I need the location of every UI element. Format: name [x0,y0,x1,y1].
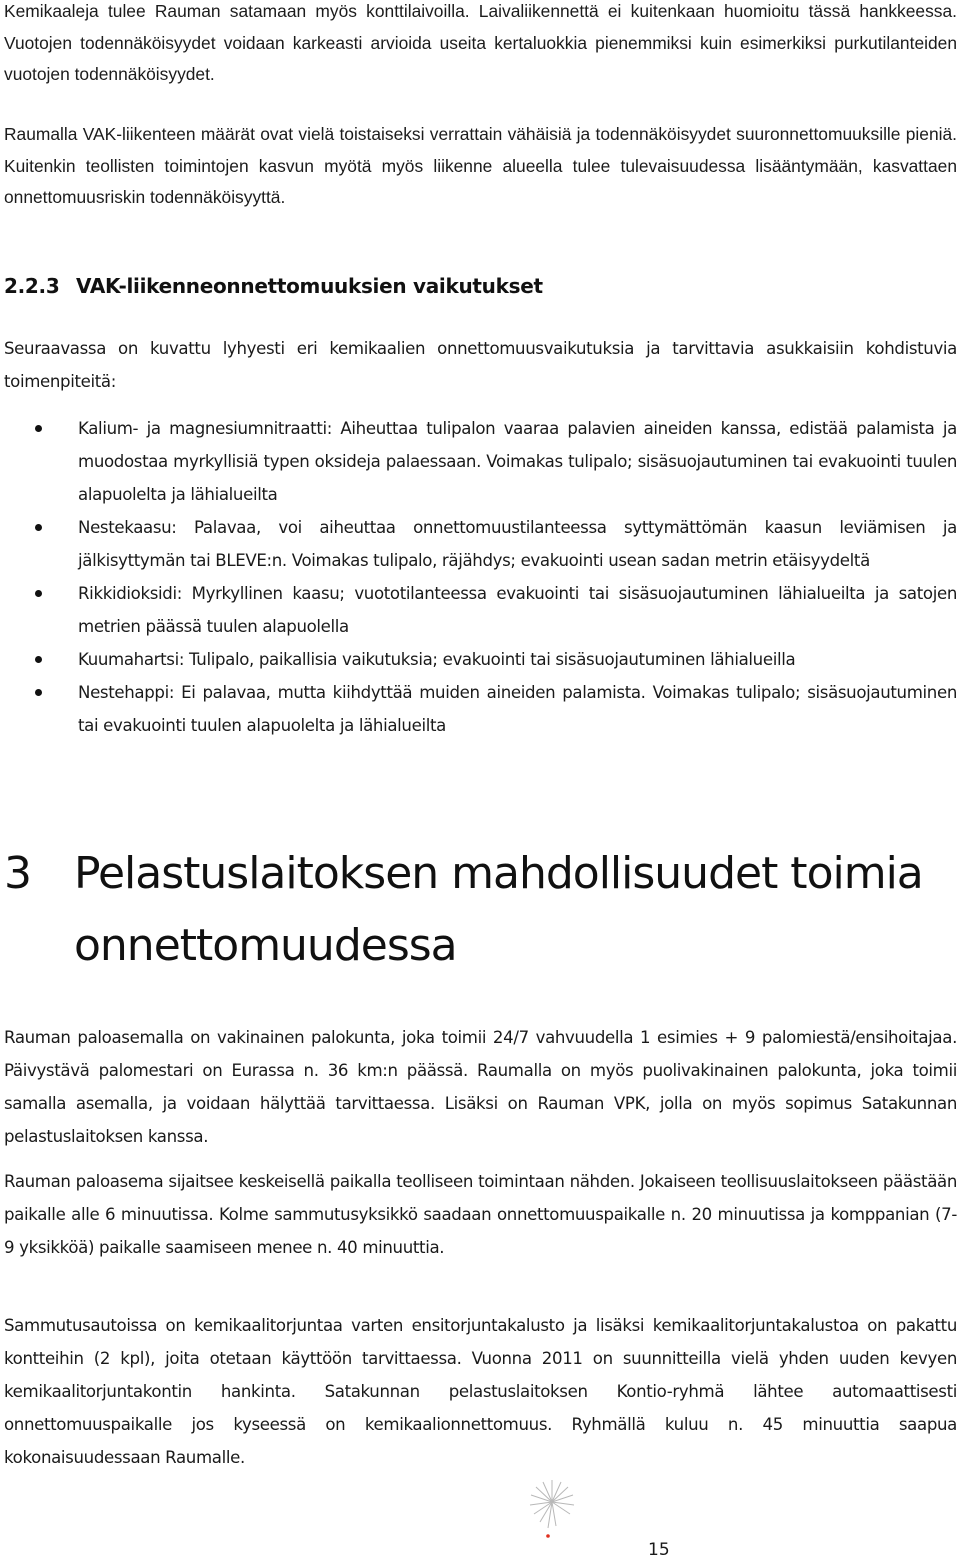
bullet-icon [35,689,42,696]
bullet-icon [35,656,42,663]
list-item [0,412,957,511]
list-item-text: Nestekaasu: Palavaa, voi aiheuttaa onnettomuustilanteessa syttymättömän kaasun leviämisen ja jälkisyttymän tai BLEVE:n. Voimakas tulipalo, räjähdys; evakuointi usean sadan metrin etäisyydeltä [78,518,957,570]
chapter-heading-3 [4,838,954,982]
paragraph-chemical-equipment: Sammutusautoissa on kemikaalitorjuntaa varten ensitorjuntakalusto ja lisäksi kemikaalitorjuntakalustoa on pakattu kontteihin (2 kpl), joita otetaan käyttöön tarvittaessa. Vuonna 2011 on suunnitteilla vielä yhden uuden kevyen kemikaalitorjuntakontin hankinta. Satakunnan pelastuslaitoksen Kontio-ryhmä lähtee automaattisesti onnettomuuspaikalle jos kyseessä on kemikaalionnettomuus. Ryhmällä kuluu n. 45 minuuttia saapua kokonaisuudessaan Raumalle. [4,1316,957,1467]
paragraph-vak-traffic: Raumalla VAK-liikenteen määrät ovat vielä toistaiseksi verrattain vähäisiä ja todennäköisyydet suuronnettomuuksille pieniä. Kuitenkin teollisten toimintojen kasvun myötä myös liikenne alueella tulee tulevaisuudessa lisääntymään, kasvattaen onnettomuusriskin todennäköisyyttä. [4,124,957,207]
section-heading-2-2-3 [4,268,543,304]
chapter-number: 3 [4,848,31,899]
bullet-icon [35,590,42,597]
section-title: VAK-liikenneonnettomuuksien vaikutukset [76,274,543,298]
section-number: 2.2.3 [4,274,60,298]
chemical-effects-list [0,412,960,742]
bullet-icon [35,524,42,531]
paragraph-chemicals-port: Kemikaaleja tulee Rauman satamaan myös konttilaivoilla. Laivaliikennettä ei kuitenkaan huomioitu tässä hankkeessa. Vuotojen todennäköisyydet voidaan karkeasti arvioida useita kertaluokkia pienemmiksi kuin esimerkiksi purkutilanteiden vuotojen todennäköisyydet. [4,1,957,84]
logo-accent-dot [546,1534,550,1538]
list-item [0,643,957,676]
list-item [0,511,957,577]
section-intro: Seuraavassa on kuvattu lyhyesti eri kemikaalien onnettomuusvaikutuksia ja tarvittavia asukkaisiin kohdistuvia toimenpiteitä: [4,339,957,391]
chapter-title: Pelastuslaitoksen mahdollisuudet toimia onnettomuudessa [74,848,923,971]
page-number: 15 [648,1540,670,1560]
list-item [0,676,957,742]
bullet-icon [35,425,42,432]
sunburst-logo-icon [528,1478,576,1540]
list-item-text: Kuumahartsi: Tulipalo, paikallisia vaikutuksia; evakuointi tai sisäsuojautuminen lähialueilla [78,650,796,669]
list-item-text: Rikkidioksidi: Myrkyllinen kaasu; vuototilanteessa evakuointi tai sisäsuojautuminen lähialueilta ja satojen metrien päässä tuulen alapuolella [78,584,957,636]
list-item-text: Kalium- ja magnesiumnitraatti: Aiheuttaa tulipalon vaaraa palavien aineiden kanssa, edistää palamista ja muodostaa myrkyllisiä typen oksideja palaessaan. Voimakas tulipalo; sisäsuojautuminen tai evakuointi tuulen alapuolelta ja lähialueilta [78,419,957,504]
paragraph-fire-station-staff: Rauman paloasemalla on vakinainen palokunta, joka toimii 24/7 vahvuudella 1 esimies + 9 palomiestä/ensihoitajaa. Päivystävä palomestari on Eurassa n. 36 km:n päässä. Raumalla on myös puolivakinainen palokunta, joka toimii samalla asemalla, ja voidaan hälyttää tarvittaessa. Lisäksi on Rauman VPK, jolla on myös sopimus Satakunnan pelastuslaitoksen kanssa. [4,1028,957,1146]
paragraph-response-times: Rauman paloasema sijaitsee keskeisellä paikalla teolliseen toimintaan nähden. Jokaiseen teollisuuslaitokseen päästään paikalle alle 6 minuutissa. Kolme sammutusyksikkö saadaan onnettomuuspaikalle n. 20 minuutissa ja komppanian (7-9 yksikköä) paikalle saamiseen menee n. 40 minuuttia. [4,1172,957,1257]
list-item-text: Nestehappi: Ei palavaa, mutta kiihdyttää muiden aineiden palamista. Voimakas tulipalo; sisäsuojautuminen tai evakuointi tuulen alapuolelta ja lähialueilta [78,683,957,735]
list-item [0,577,957,643]
